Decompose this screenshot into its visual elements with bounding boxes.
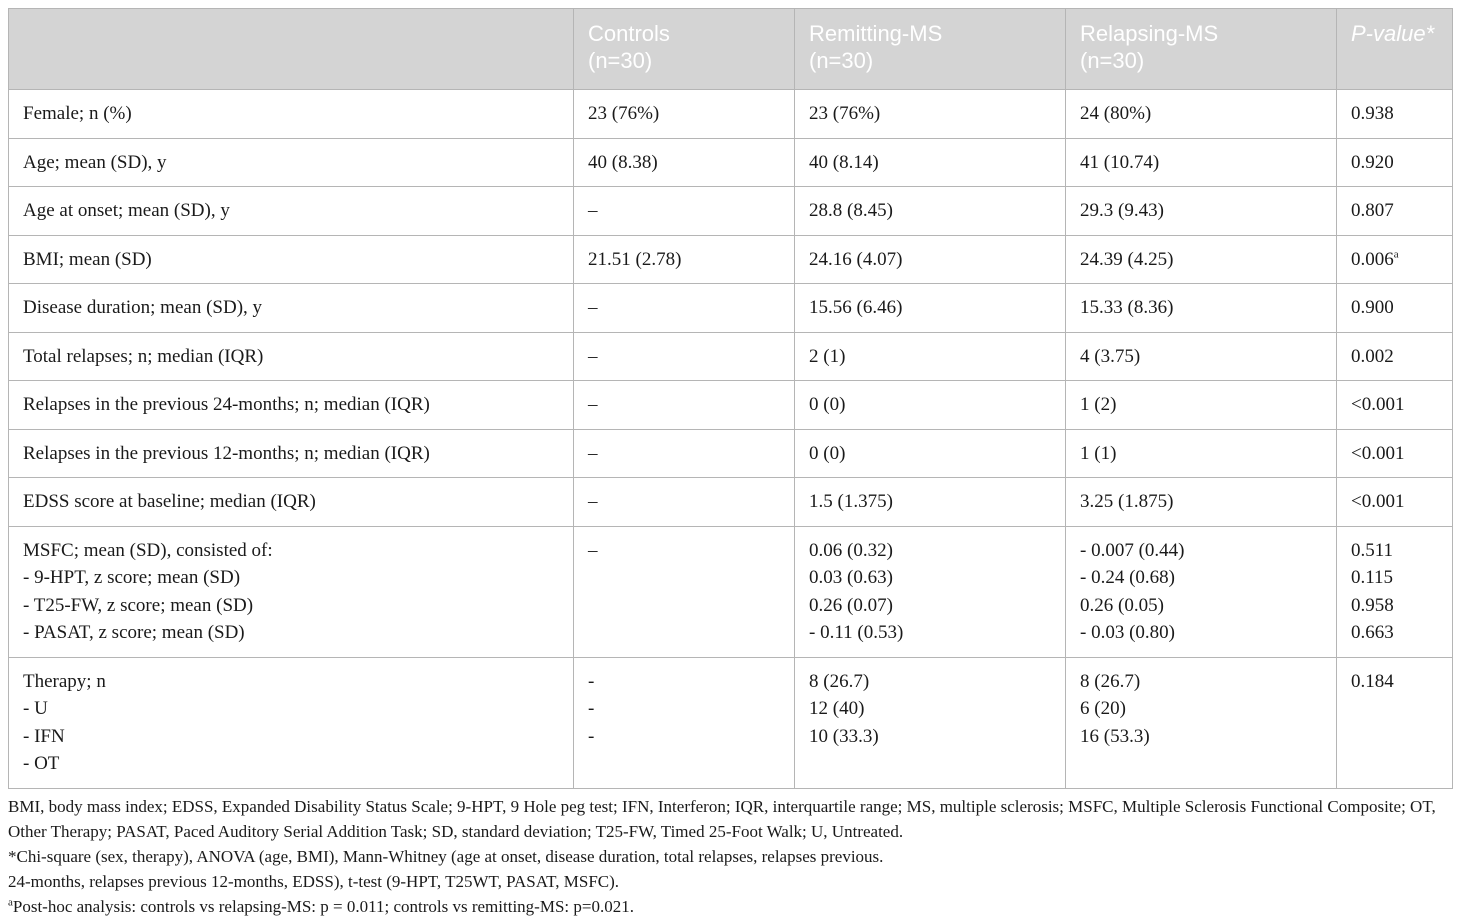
cell-line: 0.26 (0.05) <box>1080 594 1164 616</box>
header-p-value <box>1337 9 1453 90</box>
relapsing-ms-cell <box>1066 526 1337 657</box>
header-line: P-value* <box>1351 21 1435 46</box>
cell-line: 0 (0) <box>809 442 846 464</box>
variable-cell <box>9 235 574 284</box>
header-remitting-ms <box>795 9 1066 90</box>
controls-cell <box>574 235 795 284</box>
cell-line: 0.002 <box>1351 345 1394 367</box>
controls-cell <box>574 138 795 187</box>
variable-cell <box>9 657 574 788</box>
cell-line: 24 (80%) <box>1080 103 1152 124</box>
cell-line: Relapses in the previous 24-months; n; median (IQR) <box>23 394 430 415</box>
cell-line: Therapy; n <box>23 670 106 692</box>
remitting-ms-cell <box>795 429 1066 478</box>
header-controls <box>574 9 795 90</box>
header-line: Relapsing-MS <box>1080 21 1219 46</box>
cell-line: 12 (40) <box>809 698 865 719</box>
cell-line: - PASAT, z score; mean (SD) <box>23 622 245 643</box>
relapsing-ms-cell <box>1066 332 1337 381</box>
table-figure <box>8 8 1452 919</box>
cell-line: - 0.24 (0.68) <box>1080 567 1175 588</box>
controls-cell <box>574 284 795 333</box>
variable-cell <box>9 284 574 333</box>
p-value-marker: a <box>1393 248 1399 261</box>
p-value-cell <box>1337 332 1453 381</box>
cell-line: 10 (33.3) <box>809 725 879 747</box>
cell-line: 4 (3.75) <box>1080 345 1141 367</box>
table-row <box>9 381 1453 430</box>
remitting-ms-cell <box>795 478 1066 527</box>
p-value-cell <box>1337 235 1453 284</box>
cell-line: - OT <box>23 753 60 774</box>
cell-line: 41 (10.74) <box>1080 151 1160 173</box>
remitting-ms-cell <box>795 138 1066 187</box>
variable-cell <box>9 429 574 478</box>
table-row <box>9 332 1453 381</box>
cell-line: 29.3 (9.43) <box>1080 200 1164 221</box>
p-value-cell <box>1337 187 1453 236</box>
cell-line: 0 (0) <box>809 394 846 415</box>
relapsing-ms-cell <box>1066 284 1337 333</box>
variable-cell <box>9 90 574 139</box>
table-row <box>9 478 1453 527</box>
controls-cell <box>574 526 795 657</box>
remitting-ms-cell <box>795 332 1066 381</box>
variable-cell <box>9 381 574 430</box>
posthoc-marker: a <box>8 895 13 908</box>
cell-line: Female; n (%) <box>23 103 132 124</box>
p-value-cell <box>1337 138 1453 187</box>
cell-line: EDSS score at baseline; median (IQR) <box>23 491 316 512</box>
p-value-cell <box>1337 284 1453 333</box>
cell-line: 1 (2) <box>1080 394 1117 415</box>
cell-line: - <box>588 698 595 719</box>
cell-line: 0.511 <box>1351 539 1394 561</box>
cell-line: 0.663 <box>1351 622 1394 643</box>
cell-line: 0.06 (0.32) <box>809 539 893 561</box>
cell-line: 16 (53.3) <box>1080 725 1150 747</box>
cell-line: Relapses in the previous 12-months; n; median (IQR) <box>23 442 430 464</box>
cell-line: – <box>588 491 598 512</box>
table-row <box>9 526 1453 657</box>
cell-line: 0.920 <box>1351 151 1394 173</box>
header-variable <box>9 9 574 90</box>
table-row <box>9 284 1453 333</box>
cell-line: – <box>588 200 598 221</box>
cell-line: 0.03 (0.63) <box>809 567 893 588</box>
cell-line: - 0.11 (0.53) <box>809 622 904 643</box>
p-value-cell <box>1337 429 1453 478</box>
table-footnotes <box>8 794 1452 919</box>
table-row <box>9 657 1453 788</box>
p-value-cell <box>1337 657 1453 788</box>
cell-line: <0.001 <box>1351 442 1405 464</box>
cell-line: 0.958 <box>1351 594 1394 616</box>
controls-cell <box>574 657 795 788</box>
demographics-table <box>8 8 1453 789</box>
cell-line: Age at onset; mean (SD), y <box>23 200 230 221</box>
cell-line: - 0.03 (0.80) <box>1080 622 1175 643</box>
cell-line: 21.51 (2.78) <box>588 248 682 270</box>
relapsing-ms-cell <box>1066 187 1337 236</box>
cell-line: Age; mean (SD), y <box>23 151 167 173</box>
relapsing-ms-cell <box>1066 657 1337 788</box>
cell-line: 0.115 <box>1351 567 1394 588</box>
cell-line: – <box>588 297 598 318</box>
controls-cell <box>574 381 795 430</box>
cell-line: MSFC; mean (SD), consisted of: <box>23 539 273 561</box>
variable-cell <box>9 478 574 527</box>
footnote-abbreviations: BMI, body mass index; EDSS, Expanded Disability Status Scale; 9-HPT, 9 Hole peg test; IFN, Interferon; IQR, interquartile range; MS, multiple sclerosis; MSFC, Multiple Sclerosis Functional Composite; OT, Other Therapy; PASAT, Paced Auditory Serial Addition Task; SD, standard deviation; T25-FW, Timed 25-Foot Walk; U, Untreated. <box>8 796 1436 841</box>
remitting-ms-cell <box>795 657 1066 788</box>
header-line: Controls <box>588 21 670 46</box>
cell-line: Disease duration; mean (SD), y <box>23 297 263 318</box>
table-row <box>9 90 1453 139</box>
cell-line: - 0.007 (0.44) <box>1080 539 1185 561</box>
variable-cell <box>9 526 574 657</box>
cell-line: 15.56 (6.46) <box>809 297 903 318</box>
cell-line: 23 (76%) <box>809 103 881 124</box>
header-line: Remitting-MS <box>809 21 943 46</box>
cell-line: 24.39 (4.25) <box>1080 248 1174 270</box>
cell-line: - <box>588 670 595 692</box>
cell-line: - IFN <box>23 725 65 747</box>
controls-cell <box>574 478 795 527</box>
cell-line: 0.938 <box>1351 103 1394 124</box>
cell-line: Total relapses; n; median (IQR) <box>23 345 264 367</box>
cell-line: 24.16 (4.07) <box>809 248 903 270</box>
relapsing-ms-cell <box>1066 429 1337 478</box>
header-line: (n=30) <box>588 48 653 73</box>
cell-line: 0.900 <box>1351 297 1394 318</box>
cell-line: BMI; mean (SD) <box>23 248 152 270</box>
variable-cell <box>9 138 574 187</box>
cell-line: - <box>588 725 595 747</box>
table-row <box>9 235 1453 284</box>
controls-cell <box>574 332 795 381</box>
cell-line: - 9-HPT, z score; mean (SD) <box>23 567 241 588</box>
relapsing-ms-cell <box>1066 90 1337 139</box>
relapsing-ms-cell <box>1066 138 1337 187</box>
remitting-ms-cell <box>795 526 1066 657</box>
cell-line: 1 (1) <box>1080 442 1117 464</box>
controls-cell <box>574 429 795 478</box>
footnote-posthoc <box>8 894 1452 919</box>
cell-line: 1.5 (1.375) <box>809 491 893 512</box>
cell-line: 0.807 <box>1351 200 1394 221</box>
remitting-ms-cell <box>795 235 1066 284</box>
cell-line: 2 (1) <box>809 345 846 367</box>
posthoc-text: Post-hoc analysis: controls vs relapsing-MS: p = 0.011; controls vs remitting-MS: p=0.021. <box>12 896 634 916</box>
cell-line: 40 (8.14) <box>809 151 879 173</box>
table-body <box>9 90 1453 789</box>
cell-line: 8 (26.7) <box>1080 670 1141 692</box>
cell-line: 0.184 <box>1351 670 1394 692</box>
cell-line: 0.006 <box>1351 248 1394 270</box>
table-row <box>9 187 1453 236</box>
relapsing-ms-cell <box>1066 478 1337 527</box>
cell-line: <0.001 <box>1351 491 1405 512</box>
cell-line: – <box>588 539 598 561</box>
footnote-tests-line1: *Chi-square (sex, therapy), ANOVA (age, BMI), Mann-Whitney (age at onset, disease duration, total relapses, relapses previous. <box>8 846 884 866</box>
table-row <box>9 429 1453 478</box>
cell-line: 23 (76%) <box>588 103 660 124</box>
relapsing-ms-cell <box>1066 381 1337 430</box>
table-row <box>9 138 1453 187</box>
cell-line: - T25-FW, z score; mean (SD) <box>23 594 254 616</box>
footnote-tests-line2: 24-months, relapses previous 12-months, EDSS), t-test (9-HPT, T25WT, PASAT, MSFC). <box>8 871 620 891</box>
variable-cell <box>9 332 574 381</box>
relapsing-ms-cell <box>1066 235 1337 284</box>
controls-cell <box>574 90 795 139</box>
p-value-cell <box>1337 381 1453 430</box>
cell-line: – <box>588 394 598 415</box>
cell-line: - U <box>23 698 48 719</box>
cell-line: 28.8 (8.45) <box>809 200 893 221</box>
cell-line: 40 (8.38) <box>588 151 658 173</box>
remitting-ms-cell <box>795 187 1066 236</box>
cell-line: 6 (20) <box>1080 698 1126 719</box>
header-line: (n=30) <box>809 48 874 73</box>
cell-line: – <box>588 345 598 367</box>
remitting-ms-cell <box>795 90 1066 139</box>
controls-cell <box>574 187 795 236</box>
remitting-ms-cell <box>795 381 1066 430</box>
p-value-cell <box>1337 478 1453 527</box>
header-relapsing-ms <box>1066 9 1337 90</box>
remitting-ms-cell <box>795 284 1066 333</box>
cell-line: <0.001 <box>1351 394 1405 415</box>
variable-cell <box>9 187 574 236</box>
header-row <box>9 9 1453 90</box>
p-value-cell <box>1337 90 1453 139</box>
p-value-cell <box>1337 526 1453 657</box>
cell-line: 3.25 (1.875) <box>1080 491 1174 512</box>
cell-line: – <box>588 442 598 464</box>
cell-line: 8 (26.7) <box>809 670 870 692</box>
header-line: (n=30) <box>1080 48 1145 73</box>
cell-line: 15.33 (8.36) <box>1080 297 1174 318</box>
cell-line: 0.26 (0.07) <box>809 594 893 616</box>
